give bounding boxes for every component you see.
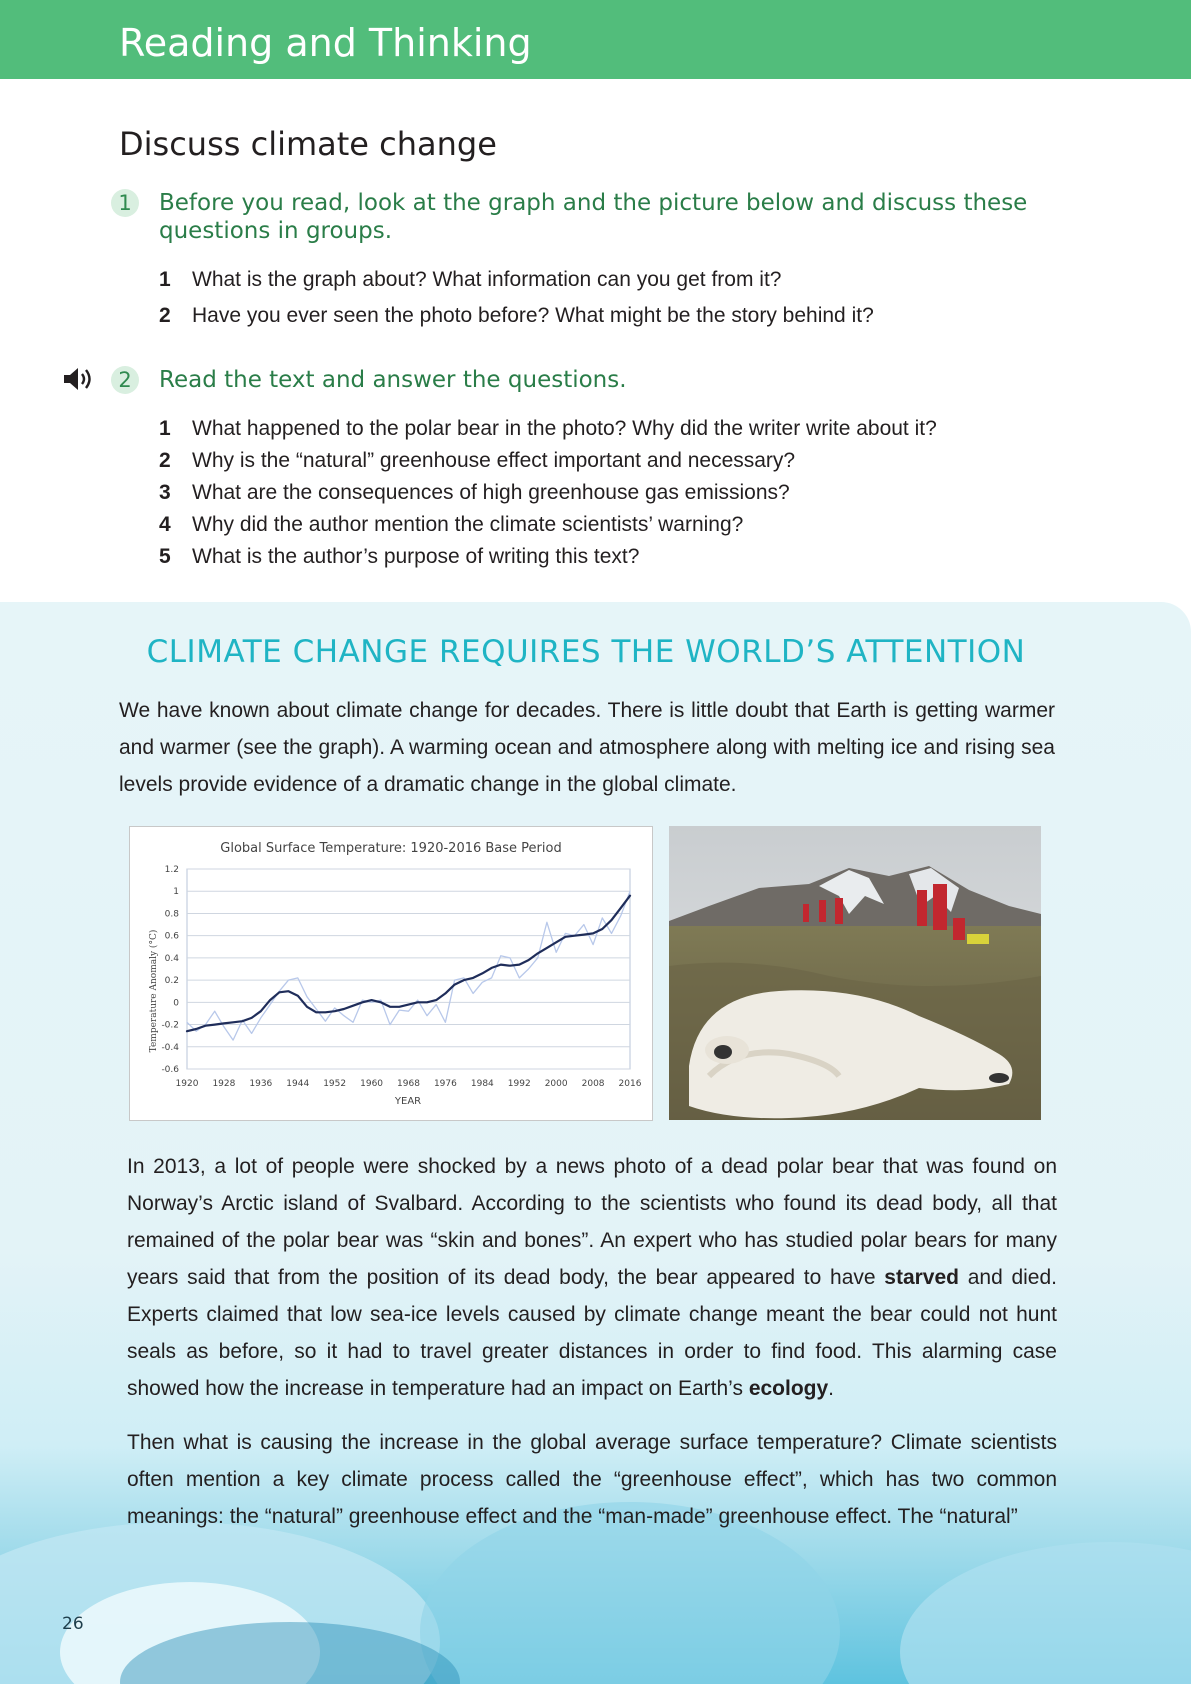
article-paragraph-2 [127, 1148, 1057, 1407]
polar-bear-photo [669, 826, 1041, 1120]
chart-y-tick-label: 0 [173, 998, 179, 1009]
chart-x-tick-label: 1952 [323, 1079, 347, 1089]
question-number: 4 [159, 513, 171, 536]
article-intro-paragraph: We have known about climate change for decades. There is little doubt that Earth is getting warmer and warmer (see the graph). A warming ocean and atmosphere along with melting ice and rising sea levels provide evidence of a dramatic change in the global climate. [119, 699, 1055, 796]
question-number: 3 [159, 481, 171, 504]
question-text: Why is the “natural” greenhouse effect important and necessary? [192, 449, 796, 472]
chart-x-tick-label: 2000 [544, 1079, 568, 1089]
chart-plot-frame [187, 869, 630, 1069]
question-number: 1 [159, 268, 171, 291]
question-text: Why did the author mention the climate scientists’ warning? [192, 513, 744, 536]
section-title: Discuss climate change [119, 125, 497, 163]
exercise-2-question-4 [159, 511, 743, 539]
chart-y-tick-label: 0.4 [164, 953, 179, 964]
exercise-2-question-1 [159, 415, 937, 443]
chart-y-tick-label: 1 [173, 887, 179, 898]
question-text: What is the graph about? What information can you get from it? [192, 268, 782, 291]
paragraph-text: and died. Experts claimed that low sea-ice levels caused by climate change meant the bear could not hunt seals as before, so it had to travel greater distances in order to find food. This alarming case showed how the increase in temperature had an impact on Earth’s [127, 1266, 1058, 1400]
chart-x-tick-label: 2016 [618, 1079, 642, 1089]
question-text: What is the author’s purpose of writing this text? [192, 545, 640, 568]
exercise-2-question-3 [159, 479, 790, 507]
chart-y-tick-label: -0.6 [161, 1065, 179, 1075]
question-number: 5 [159, 545, 171, 568]
ice-shape [900, 1542, 1191, 1684]
question-number: 2 [159, 449, 171, 472]
exercise-1-question-1 [159, 266, 781, 294]
polar-bear-photo-illustration [669, 826, 1041, 1120]
article-paragraph-3: Then what is causing the increase in the global average surface temperature? Climate scientists often mention a key climate process called the “greenhouse effect”, which has two common meanings: the “natural” greenhouse effect and the “man-made” greenhouse effect. The “natural” [127, 1431, 1057, 1528]
exercise-2-title: Read the text and answer the questions. [159, 367, 627, 393]
question-text: Have you ever seen the photo before? What might be the story behind it? [192, 304, 874, 327]
page-header-title: Reading and Thinking [119, 21, 532, 65]
keyword-ecology: ecology [748, 1377, 829, 1400]
chart-x-tick-label: 1936 [249, 1079, 273, 1089]
chart-y-tick-label: 0.2 [164, 976, 179, 987]
chart-x-tick-label: 1968 [397, 1079, 420, 1089]
exercise-2-question-2 [159, 447, 795, 475]
chart-x-tick-label: 1960 [360, 1079, 384, 1089]
exercise-1-title-line2: questions in groups. [159, 218, 393, 244]
question-text: What are the consequences of high greenhouse gas emissions? [192, 481, 790, 504]
chart-x-tick-label: 1928 [212, 1079, 236, 1089]
article-title: CLIMATE CHANGE REQUIRES THE WORLD’S ATTENTION [146, 634, 1026, 670]
exercise-1-question-2 [159, 302, 874, 330]
chart-y-tick-label: 0.6 [164, 931, 179, 942]
question-number: 2 [159, 304, 171, 327]
exercise-1-title-line1: Before you read, look at the graph and the picture below and discuss these [159, 190, 1028, 216]
chart-x-tick-label: 1984 [470, 1079, 494, 1089]
chart-title: Global Surface Temperature: 1920-2016 Base Period [220, 841, 562, 856]
chart-y-tick-label: -0.4 [161, 1042, 179, 1053]
chart-x-tick-label: 2008 [581, 1079, 605, 1089]
temperature-chart [129, 826, 653, 1121]
exercise-2-question-5 [159, 543, 639, 571]
exercise-1-number: 1 [111, 189, 139, 217]
chart-x-tick-label: 1944 [286, 1079, 310, 1089]
paragraph-text: . [828, 1377, 835, 1400]
exercise-2-number: 2 [111, 366, 139, 394]
paragraph-text: In 2013, a lot of people were shocked by a news photo of a dead polar bear that was found on Norway’s Arctic island of Svalbard. According to the scientists who found its dead body, all that remained of the polar bear was “skin and bones”. An expert who has studied polar bears for many years said that from the position of its dead body, the bear appeared to have [127, 1155, 1057, 1289]
chart-y-tick-label: -0.2 [161, 1020, 179, 1031]
question-text: What happened to the polar bear in the photo? Why did the writer write about it? [192, 417, 937, 440]
audio-speaker-icon[interactable] [62, 366, 96, 392]
question-number: 1 [159, 417, 171, 440]
chart-y-axis-label: Temperature Anomaly (°C) [149, 929, 159, 1053]
keyword-starved: starved [884, 1266, 959, 1289]
chart-x-tick-label: 1920 [175, 1079, 199, 1089]
chart-x-axis-label: YEAR [394, 1096, 422, 1107]
chart-x-tick-label: 1992 [507, 1079, 531, 1089]
chart-y-tick-label: 1.2 [164, 865, 179, 875]
page-number: 26 [62, 1614, 84, 1634]
chart-x-tick-label: 1976 [433, 1079, 457, 1089]
chart-y-tick-label: 0.8 [164, 909, 179, 920]
temperature-chart-svg [130, 827, 652, 1120]
